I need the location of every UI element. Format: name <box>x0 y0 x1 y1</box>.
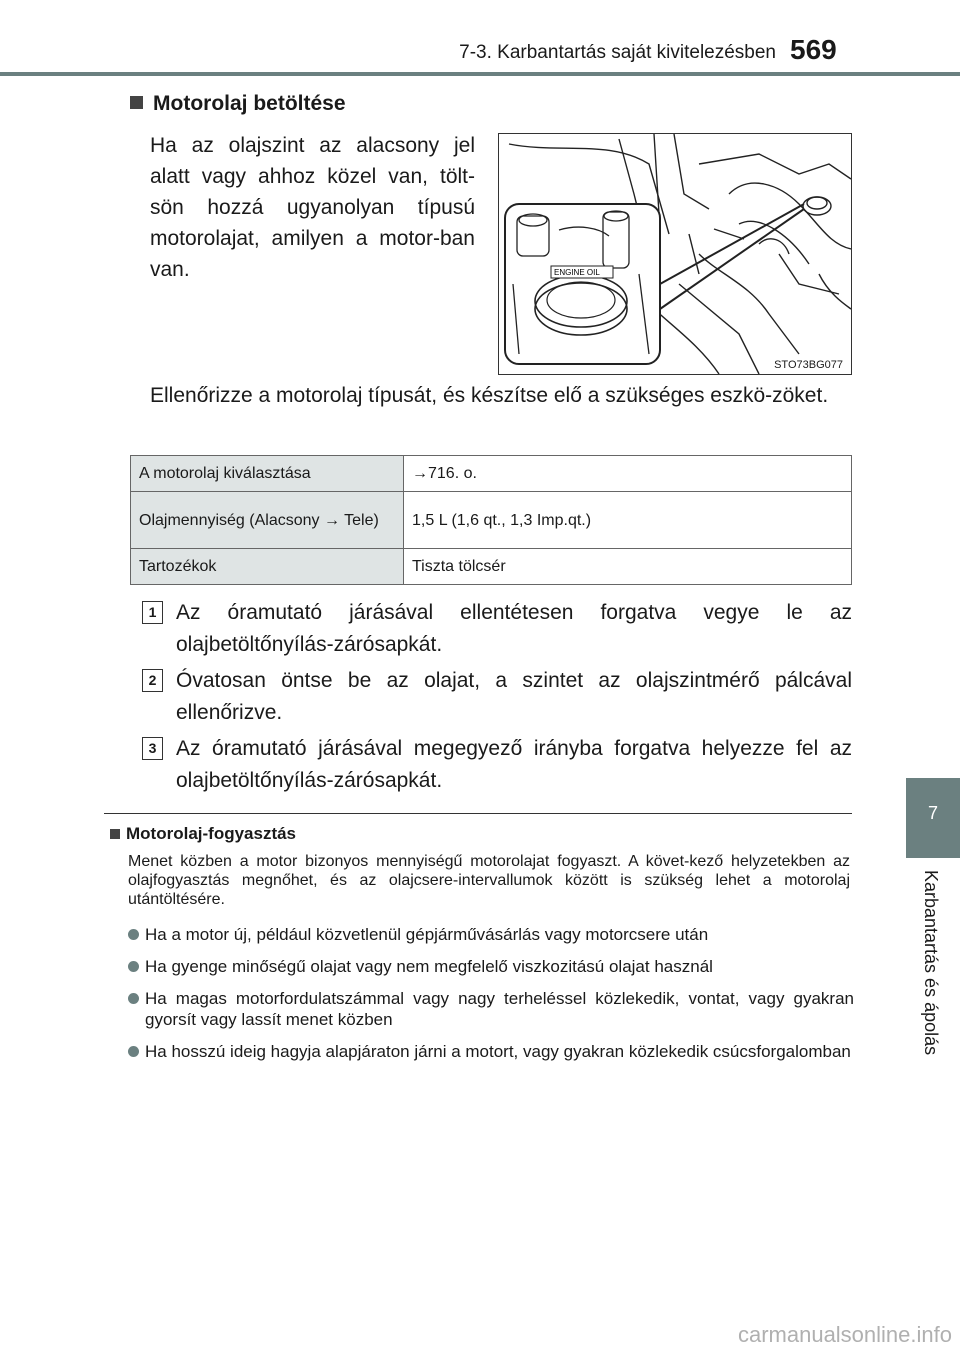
watermark: carmanualsonline.info <box>737 1322 952 1347</box>
table-row <box>131 456 852 492</box>
consumption-heading <box>110 824 296 844</box>
header-section-title: 7-3. Karbantartás saját kivitelezésben <box>459 42 776 63</box>
list-item <box>128 988 854 1030</box>
page-number: 569 <box>790 34 837 65</box>
list-item-text: Ha gyenge minőségű olajat vagy nem megfelelő viszkozitású olajat használ <box>145 957 713 976</box>
section-divider <box>104 813 852 814</box>
table-row <box>131 492 852 549</box>
consumption-heading-text: Motorolaj-fogyasztás <box>126 824 297 843</box>
cap-label: ENGINE OIL <box>554 268 600 277</box>
chapter-side-label-text: Karbantartás és ápolás <box>921 870 941 1056</box>
oil-spec-table <box>130 455 852 585</box>
table-key: Olajmennyiség (Alacsony → Tele) <box>131 492 404 549</box>
figure-code: STO73BG077 <box>774 359 843 371</box>
bullet-dot-icon <box>128 993 139 1004</box>
table-row <box>131 549 852 585</box>
chapter-side-label <box>906 870 960 1070</box>
check-paragraph: Ellenőrizze a motorolaj típusát, és készítse elő a szükséges eszkö-zöket. <box>150 384 829 407</box>
section-heading <box>130 92 346 116</box>
consumption-bullet-list <box>128 924 854 1073</box>
table-value: →716. o. <box>404 456 852 492</box>
square-bullet-icon <box>110 829 120 839</box>
step-number-badge: 3 <box>142 737 163 760</box>
bullet-dot-icon <box>128 1046 139 1057</box>
section-heading-text: Motorolaj betöltése <box>153 92 346 115</box>
table-key: Tartozékok <box>131 549 404 585</box>
chapter-tab: 7 <box>906 778 960 858</box>
step-text: Óvatosan öntse be az olajat, a szintet az olajszintmérő pálcával ellenőrizve. <box>176 669 852 724</box>
consumption-paragraph: Menet közben a motor bizonyos mennyiségű motorolajat fogyaszt. A követ-kező helyzetekben az olajfogyasztás megnőhet, és az olajcsere-intervallumok között is szükség lehet a motorolaj utántöltésére. <box>128 853 850 908</box>
list-item-text: Ha magas motorfordulatszámmal vagy nagy terheléssel közlekedik, vontat, vagy gyakran gyorsít vagy lassít menet közben <box>145 989 854 1029</box>
list-item-text: Ha hosszú ideig hagyja alapjáraton járni a motort, vagy gyakran közlekedik csúcsforgalomban <box>145 1042 851 1061</box>
step-number-badge: 1 <box>142 601 163 624</box>
table-value: 1,5 L (1,6 qt., 1,3 Imp.qt.) <box>404 492 852 549</box>
table-value: Tiszta tölcsér <box>404 549 852 585</box>
intro-paragraph: Ha az olajszint az alacsony jel alatt vagy ahhoz közel van, tölt-sön hozzá ugyanolyan típusú motorolajat, amilyen a motor-ban van. <box>150 134 475 281</box>
list-item-text: Ha a motor új, például közvetlenül gépjárművásárlás vagy motorcsere után <box>145 925 709 944</box>
engine-oil-cap-illustration <box>498 133 852 375</box>
header-rule <box>0 72 960 76</box>
bullet-dot-icon <box>128 929 139 940</box>
engine-bay-drawing <box>499 134 852 375</box>
bullet-dot-icon <box>128 961 139 972</box>
table-key: A motorolaj kiválasztása <box>131 456 404 492</box>
list-item <box>128 1041 854 1062</box>
step-number-badge: 2 <box>142 669 163 692</box>
square-bullet-icon <box>130 96 143 109</box>
step-text: Az óramutató járásával ellentétesen forgatva vegye le az olajbetöltőnyílás-zárósapkát. <box>176 601 852 656</box>
list-item <box>128 956 854 977</box>
step-text: Az óramutató járásával megegyező irányba forgatva helyezze fel az olajbetöltőnyílás-zárósapkát. <box>176 737 852 792</box>
list-item <box>128 924 854 945</box>
